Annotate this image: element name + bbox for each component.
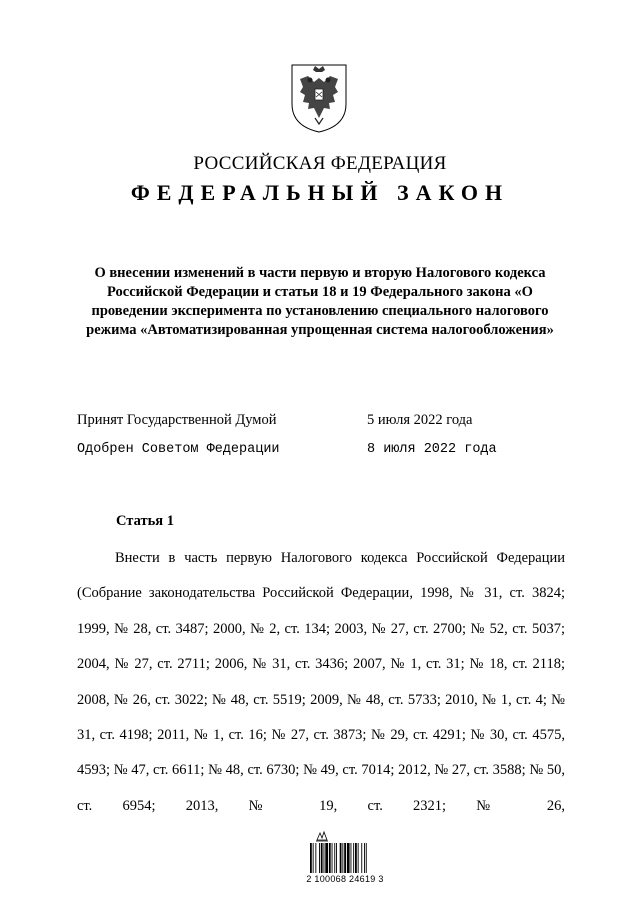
- adoption-date: 5 июля 2022 года: [367, 412, 473, 428]
- article-body: Внести в часть первую Налогового кодекса Российской Федерации (Собрание законодательства Российской Федерации, 1998, № 31, ст. 3824; 1999, № 28, ст. 3487; 2000, № 2, ст. 134; 2003, № 27, ст. 2700; № 52, ст. 5037; 2004, № 27, ст. 2711; 2006, № 31, ст. 3436; 2007, № 1, ст. 31; № 18, ст. 2118; 2008, № 26, ст. 3022; № 48, ст. 5519; 2009, № 48, ст. 5733; 2010, № 1, ст. 4; № 31, ст. 4198; 2011, № 1, ст. 16; № 27, ст. 3873; № 29, ст. 4291; № 30, ст. 4575, 4593; № 47, ст. 6611; № 48, ст. 6730; № 49, ст. 7014; 2012, № 27, ст. 3588; № 50, ст. 6954; 2013, № 19, ст. 2321; № 26,: [77, 550, 565, 814]
- publisher-mark-icon: [315, 830, 329, 842]
- country-name: РОССИЙСКАЯ ФЕДЕРАЦИЯ: [193, 153, 447, 174]
- barcode-number: 2 100068 24619 3: [306, 874, 384, 884]
- barcode-icon: [310, 843, 382, 873]
- coat-of-arms-icon: [288, 62, 350, 134]
- adoption-label: Одобрен Советом Федерации: [77, 442, 280, 457]
- document-type: ФЕДЕРАЛЬНЫЙ ЗАКОН: [130, 180, 510, 205]
- law-title: О внесении изменений в части первую и вторую Налогового кодекса Российской Федерации и статьи 18 и 19 Федерального закона «О проведении эксперимента по установлению специального налогового режима «Автоматизированная упрощенная система налогообложения»: [86, 265, 554, 338]
- adoption-label: Принят Государственной Думой: [77, 412, 277, 428]
- adoption-date: 8 июля 2022 года: [367, 442, 497, 457]
- article-heading: Статья 1: [116, 513, 174, 529]
